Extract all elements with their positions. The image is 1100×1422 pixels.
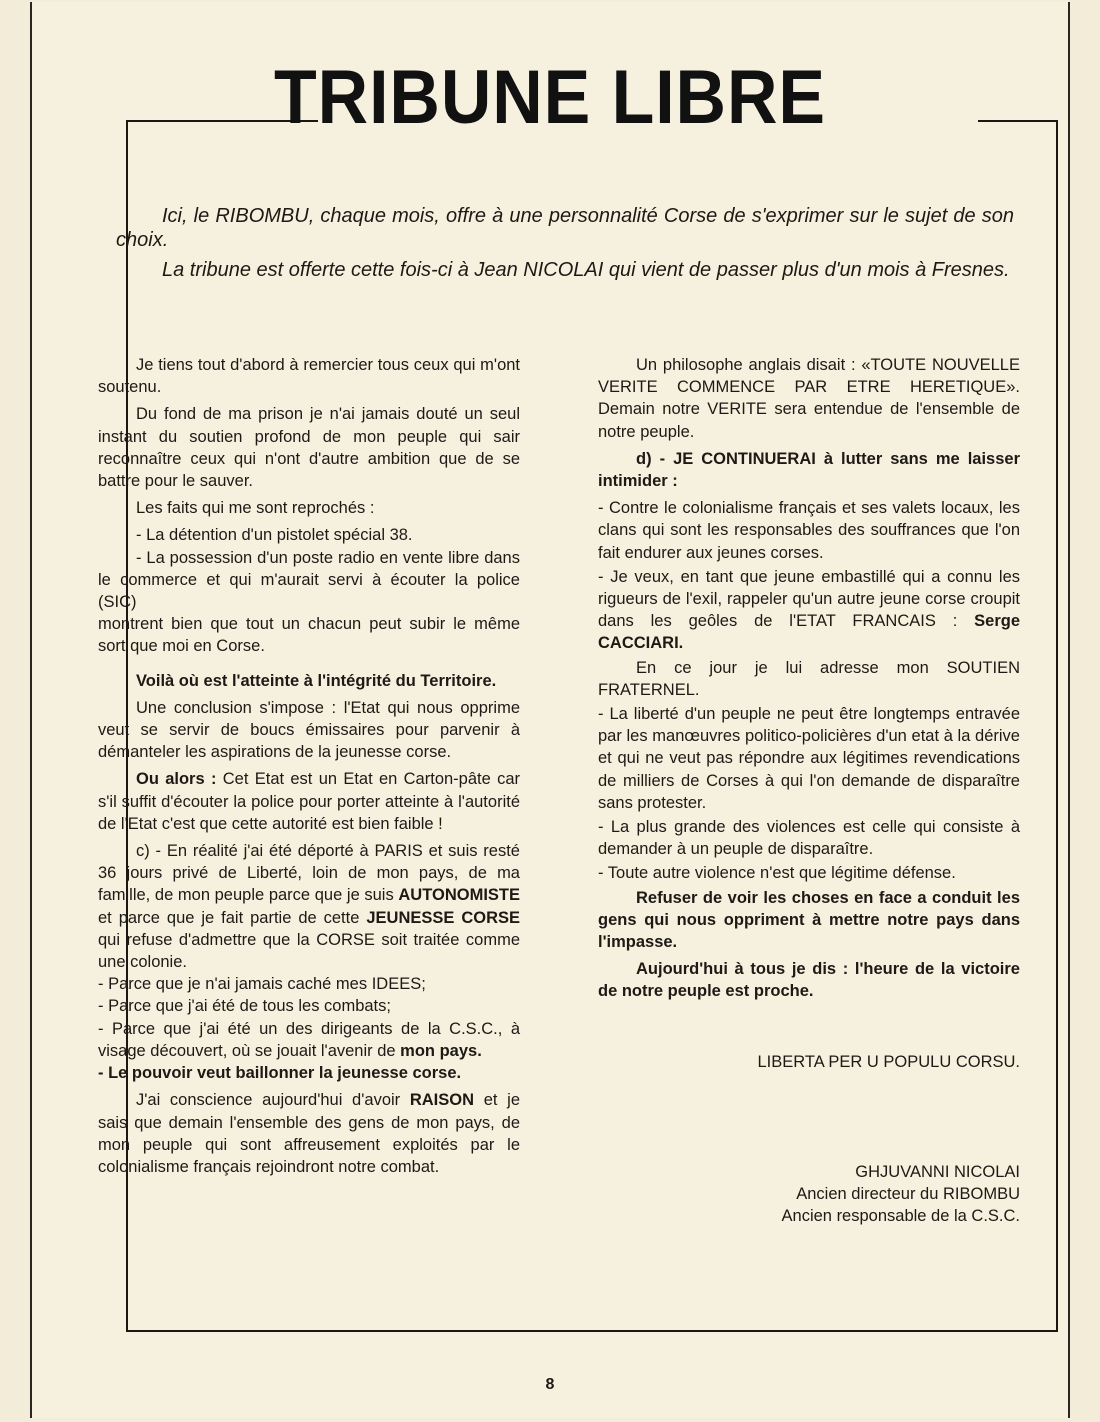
paragraph: Du fond de ma prison je n'ai jamais douté un seul instant du soutien profond de mon peuple qui sair reconnaître ceux qui n'ont d'autre ambition que de se battre pour le sauver. [98,405,520,491]
paragraph-bold: d) - JE CONTINUERAI à lutter sans me laisser intimider : [598,449,1020,491]
paragraph: c) - En réalité j'ai été déporté à PARIS et suis resté 36 jours privé de Liberté, loin de mon pays, de ma famille, de mon peuple parce que je suis AUTONOMISTE et parce que je fait partie de cette JEUNESSE CORSE qui refuse d'admettre que la CORSE soit traitée comme une colonie. [98,842,520,972]
paragraph: - La liberté d'un peuple ne peut être longtemps entravée par les manœuvres politico-policières d'un etat à la dérive et qui ne veut pas répondre aux légitimes revendications de milliers de Corses à qui l'on demande de disparaître sans protester. [598,705,1020,812]
introduction [116,204,1014,288]
page-number: 8 [545,1376,555,1393]
paragraph: - Parce que j'ai été un des dirigeants de la C.S.C., à visage découvert, où se jouait l'avenir de mon pays. [98,1019,520,1060]
intro-paragraph: La tribune est offerte cette fois-ci à Jean NICOLAI qui vient de passer plus d'un mois à Fresnes. [162,259,1010,281]
paragraph: - La plus grande des violences est celle qui consiste à demander à un peuple de disparaître. [598,818,1020,859]
signature-role: Ancien responsable de la C.S.C. [781,1207,1020,1226]
paragraph: J'ai conscience aujourd'hui d'avoir RAISON et je sais que demain l'ensemble des gens de mon pays, de mon peuple qui sont affreusement exploités par le colonialisme français rejoindront notre combat. [98,1091,520,1176]
page-title: TRIBUNE LIBRE [274,55,826,140]
paragraph: Ou alors : Cet Etat est un Etat en Carton-pâte car s'il suffit d'écouter la police pour porter atteinte à l'autorité de l'Etat c'est que cette autorité est bien faible ! [98,770,520,833]
signature-name: GHJUVANNI NICOLAI [855,1162,1020,1181]
paragraph: - Toute autre violence n'est que légitime défense. [598,864,956,883]
paragraph: - La possession d'un poste radio en vente libre dans le commerce et qui m'aurait servi à écouter la police (SIC) [98,548,520,612]
paragraph: Je tiens tout d'abord à remercier tous ceux qui m'ont soutenu. [98,356,520,397]
right-column [598,354,1020,1233]
paragraph: - La détention d'un pistolet spécial 38. [136,526,413,545]
paragraph: - Je veux, en tant que jeune embastillé qui a connu les rigueurs de l'exil, rappeler qu'un autre jeune corse croupit dans les geôles de l'ETAT FRANCAIS : Serge CACCIARI. [598,567,1020,653]
paragraph-bold: Voilà où est l'atteinte à l'intégrité du Territoire. [136,671,497,690]
paragraph-bold: Aujourd'hui à tous je dis : l'heure de la victoire de notre peuple est proche. [598,960,1020,1001]
paragraph-bold: - Le pouvoir veut baillonner la jeunesse corse. [98,1064,462,1083]
signature-role: Ancien directeur du RIBOMBU [796,1185,1020,1204]
paragraph-bold: Refuser de voir les choses en face a conduit les gens qui nous oppriment à mettre notre pays dans l'impasse. [598,888,1020,952]
paragraph: - Parce que j'ai été de tous les combats; [98,997,391,1016]
intro-paragraph: Ici, le RIBOMBU, chaque mois, offre à une personnalité Corse de s'exprimer sur le sujet de son choix. [116,205,1014,251]
paragraph: - Parce que je n'ai jamais caché mes IDEES; [98,975,426,994]
paragraph: Un philosophe anglais disait : «TOUTE NOUVELLE VERITE COMMENCE PAR ETRE HERETIQUE». Demain notre VERITE sera entendue de l'ensemble de notre peuple. [598,356,1020,441]
left-column [98,354,520,1183]
closing-slogan: LIBERTA PER U POPULU CORSU. [757,1052,1020,1071]
paragraph: Les faits qui me sont reprochés : [136,499,375,518]
paragraph: montrent bien que tout un chacun peut subir le même sort que moi en Corse. [98,615,520,656]
paragraph: En ce jour je lui adresse mon SOUTIEN FRATERNEL. [598,658,1020,699]
paragraph: - Contre le colonialisme français et ses valets locaux, les clans qui sont les responsables des souffrances que l'on fait endurer aux jeunes corses. [598,499,1020,562]
paragraph: Une conclusion s'impose : l'Etat qui nous opprime veut se servir de boucs émissaires pour parvenir à démanteler les aspirations de la jeunesse corse. [98,698,520,762]
